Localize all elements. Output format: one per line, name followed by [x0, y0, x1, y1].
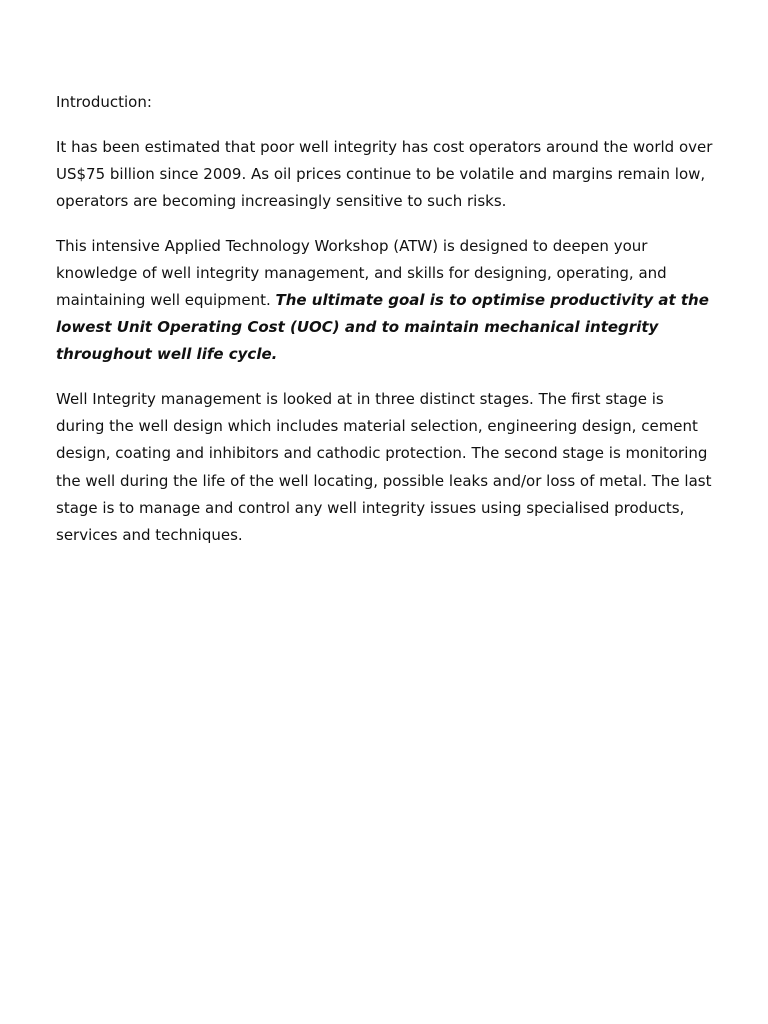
document-page — [56, 89, 714, 567]
paragraph-workshop-text: This intensive Applied Technology Workshop (ATW) is designed to deepen your knowledge of well integrity management, and skills for designing, operating, and maintaining well equipment. — [56, 236, 667, 309]
paragraph-cost-estimate: It has been estimated that poor well integrity has cost operators around the world over US$75 billion since 2009. As oil prices continue to be volatile and margins remain low, operators are becoming increasingly sensitive to such risks. — [56, 137, 713, 210]
paragraph-workshop — [56, 233, 714, 369]
paragraph-stages: Well Integrity management is looked at in three distinct stages. The first stage is during the well design which includes material selection, engineering design, cement design, coating and inhibitors and cathodic protection. The second stage is monitoring the well during the life of the well locating, possible leaks and/or loss of metal. The last stage is to manage and control any well integrity issues using specialised products, services and techniques. — [56, 390, 712, 545]
intro-heading: Introduction: — [56, 93, 152, 111]
paragraph-workshop-goal: The ultimate goal is to optimise productivity at the lowest Unit Operating Cost (UOC) and to maintain mechanical integrity throughout well life cycle. — [56, 291, 709, 364]
